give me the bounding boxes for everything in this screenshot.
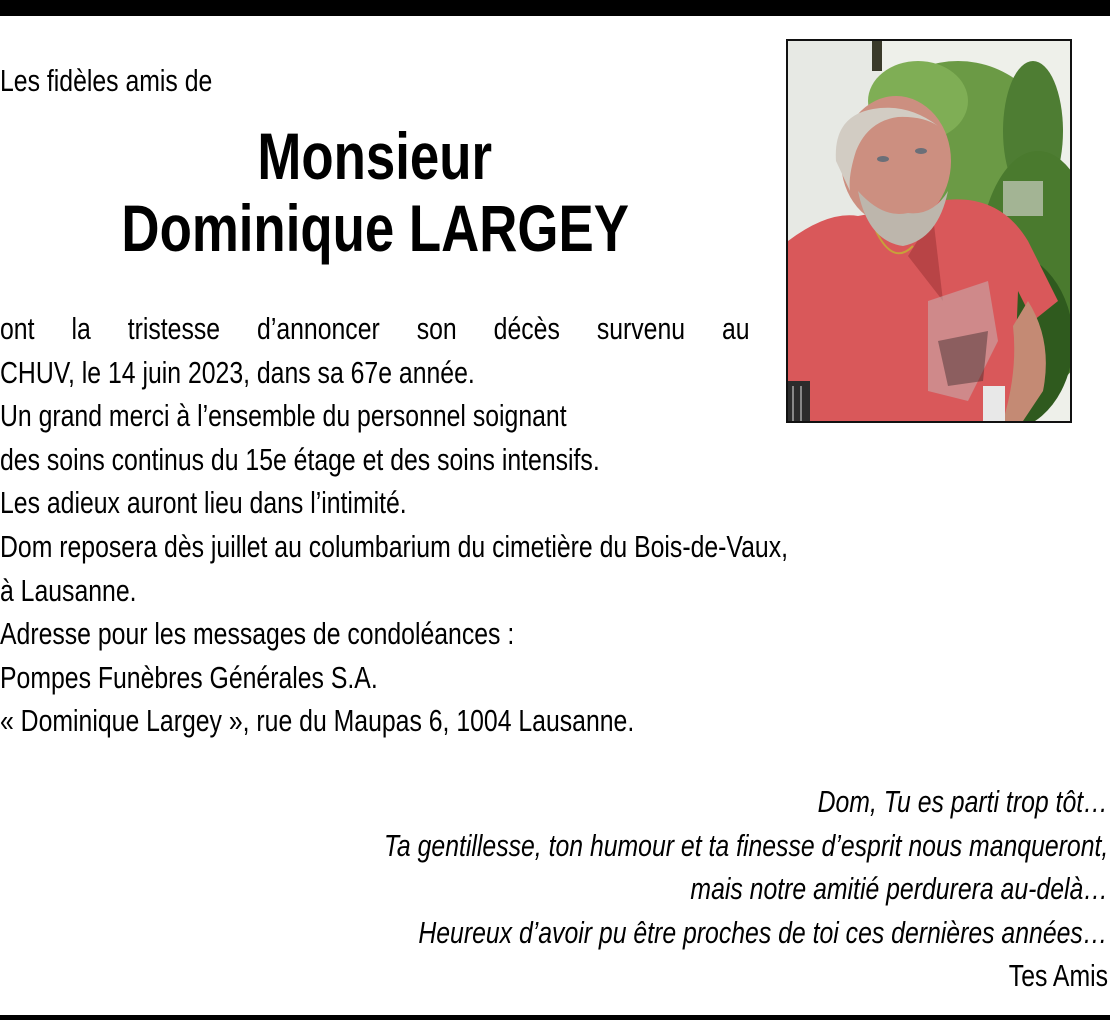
honorific bbox=[0, 120, 750, 192]
body-line-text: à Lausanne. bbox=[0, 572, 137, 608]
honorific-text: Monsieur bbox=[257, 119, 493, 193]
tribute-line-text: mais notre amitié perdurera au-delà… bbox=[690, 871, 1108, 907]
body-line bbox=[0, 307, 750, 351]
body-line-text: CHUV, le 14 juin 2023, dans sa 67e année. bbox=[0, 354, 475, 390]
body-line bbox=[0, 481, 985, 525]
tribute-line bbox=[203, 824, 1108, 868]
body-line-text: des soins continus du 15e étage et des soins intensifs. bbox=[0, 441, 600, 477]
signature bbox=[203, 954, 1108, 998]
top-rule bbox=[0, 0, 1110, 16]
deceased-name-heading bbox=[0, 120, 750, 264]
body-line-text: Un grand merci à l’ensemble du personnel soignant bbox=[0, 398, 567, 434]
tribute-line-text: Heureux d’avoir pu être proches de toi ces dernières années… bbox=[418, 914, 1108, 950]
intro-label: Les fidèles amis de bbox=[0, 63, 213, 98]
body-line-text: Pompes Funèbres Générales S.A. bbox=[0, 659, 378, 695]
announcement-body bbox=[0, 307, 985, 743]
closing-tribute bbox=[203, 780, 1108, 998]
full-name bbox=[0, 192, 750, 264]
signature-text: Tes Amis bbox=[1008, 958, 1108, 994]
body-line bbox=[0, 351, 985, 395]
tribute-line bbox=[203, 867, 1108, 911]
tribute-line-text: Ta gentillesse, ton humour et ta finesse d’esprit nous manqueront, bbox=[383, 827, 1108, 863]
body-line bbox=[0, 656, 985, 700]
body-line bbox=[0, 525, 985, 569]
body-line bbox=[0, 612, 985, 656]
body-line-text: Adresse pour les messages de condoléances : bbox=[0, 616, 515, 652]
intro-text bbox=[0, 60, 265, 102]
full-name-text: Dominique LARGEY bbox=[121, 191, 629, 265]
tribute-line bbox=[203, 780, 1108, 824]
tribute-line bbox=[203, 911, 1108, 955]
body-line bbox=[0, 394, 985, 438]
body-line-text: Les adieux auront lieu dans l’intimité. bbox=[0, 485, 407, 521]
body-line bbox=[0, 699, 985, 743]
bottom-rule bbox=[0, 1015, 1110, 1020]
body-line-text: ont la tristesse d’annoncer son décès survenu au bbox=[0, 311, 750, 346]
body-line bbox=[0, 438, 985, 482]
body-line bbox=[0, 569, 985, 613]
body-line-text: « Dominique Largey », rue du Maupas 6, 1004 Lausanne. bbox=[0, 703, 635, 739]
tribute-line-text: Dom, Tu es parti trop tôt… bbox=[817, 784, 1108, 819]
body-line-text: Dom reposera dès juillet au columbarium du cimetière du Bois-de-Vaux, bbox=[0, 528, 788, 564]
